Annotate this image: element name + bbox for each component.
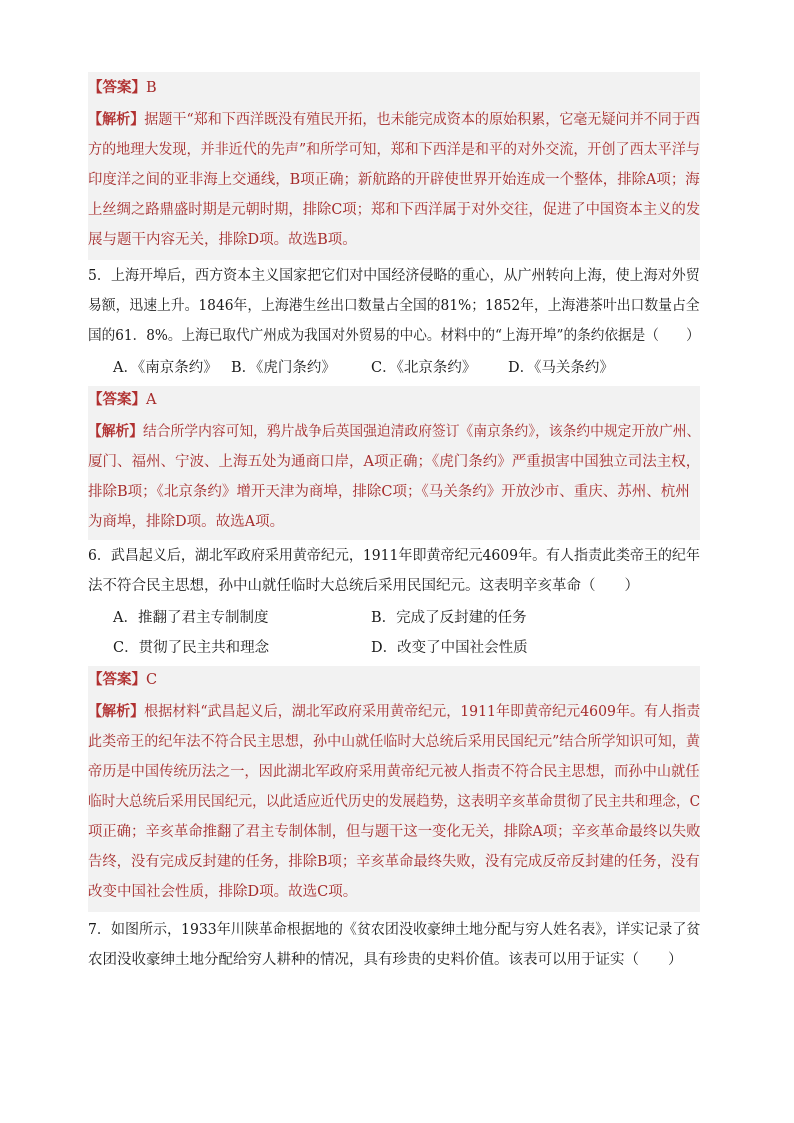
q5-question	[88, 262, 700, 384]
q5-stem-line-1: 5．上海开埠后，西方资本主义国家把它们对中国经济侵略的重心，从广州转向上海，使上海对外贸	[88, 268, 700, 284]
q6-analysis-line-7: 改变中国社会性质，排除D项。故选C项。	[88, 884, 358, 900]
q6-option-d: D．改变了中国社会性质	[371, 640, 528, 656]
q7-stem-line-1: 7．如图所示，1933年川陕革命根据地的《贫农团没收豪绅土地分配与穷人姓名表》，详实记录了贫	[88, 922, 701, 938]
q6-stem-line-1: 6．武昌起义后，湖北军政府采用黄帝纪元，1911年即黄帝纪元4609年。有人指责此类帝王的纪年	[88, 548, 701, 564]
q6-option-a: A．推翻了君主专制制度	[113, 610, 269, 626]
q7-stem-line-2: 农团没收豪绅土地分配给穷人耕种的情况，具有珍贵的史料价值。该表可以用于证实（ ）	[88, 952, 683, 968]
q6-option-c: C．贯彻了民主共和理念	[113, 640, 270, 656]
q6-analysis-line-2: 此类帝王的纪年法不符合民主思想，孙中山就任临时大总统后采用民国纪元”结合所学知识可知，黄	[88, 734, 700, 750]
q4-analysis-line-1: 【解析】据题干“郑和下西洋既没有殖民开拓，也未能完成资本的原始积累，它毫无疑问并不同于西	[88, 111, 700, 128]
q4-answer-analysis-box	[88, 72, 700, 260]
q5-analysis-line-2: 厦门、福州、宁波、上海五处为通商口岸，A项正确；《虎门条约》严重损害中国独立司法主权，	[88, 454, 701, 470]
q7-question	[88, 914, 700, 976]
q5-option-d: D．《马关条约》	[508, 360, 614, 376]
q4-analysis-line-5: 展与题干内容无关，排除D项。故选B项。	[88, 232, 357, 248]
q6-analysis-line-3: 帝历是中国传统历法之一，因此湖北军政府采用黄帝纪元被人指责不符合民主思想，而孙中山就任	[88, 764, 700, 780]
q4-answer: B	[146, 80, 157, 96]
q6-question	[88, 542, 700, 664]
q6-analysis-line-6: 告终，没有完成反封建的任务，排除B项；辛亥革命最终失败，没有完成反帝反封建的任务，没有	[88, 854, 700, 870]
q5-option-b: B．《虎门条约》	[231, 360, 336, 376]
q5-option-a: A．《南京条约》	[113, 360, 218, 376]
q6-answer-line: 【答案】C	[88, 671, 158, 688]
q5-option-c: C．《北京条约》	[371, 360, 477, 376]
q6-answer-analysis-box	[88, 666, 700, 912]
q6-analysis-line-5: 项正确；辛亥革命推翻了君主专制体制，但与题干这一变化无关，排除A项；辛亥革命最终以失败	[88, 824, 701, 840]
q4-analysis-line-2: 方的地理大发现，并非近代的先声”和所学可知，郑和下西洋是和平的对外交流，开创了西太平洋与	[88, 142, 700, 158]
q5-analysis-line-3: 排除B项；《北京条约》增开天津为商埠，排除C项；《马关条约》开放沙市、重庆、苏州、杭州	[88, 484, 690, 500]
q5-analysis-line-1: 【解析】结合所学内容可知，鸦片战争后英国强迫清政府签订《南京条约》，该条约中规定开放广州、	[88, 423, 701, 440]
q5-answer: A	[146, 392, 157, 408]
q5-analysis-line-4: 为商埠，排除D项。故选A项。	[88, 514, 285, 530]
q6-analysis-line-4: 临时大总统后采用民国纪元，以此适应近代历史的发展趋势，这表明辛亥革命贯彻了民主共和理念，C	[88, 794, 701, 810]
q5-answer-analysis-box	[88, 386, 700, 540]
q6-analysis-line-1: 【解析】根据材料“武昌起义后，湖北军政府采用黄帝纪元，1911年即黄帝纪元4609年。有人指责	[88, 703, 701, 720]
q4-analysis-line-4: 上丝绸之路鼎盛时期是元朝时期，排除C项；郑和下西洋属于对外交往，促进了中国资本主义的发	[88, 202, 701, 218]
q5-answer-line: 【答案】A	[88, 391, 157, 408]
q5-stem-line-2: 易额，迅速上升。1846年，上海港生丝出口数量占全国的81%；1852年，上海港茶叶出口数量占全	[88, 298, 700, 314]
answer-tag: 【答案】	[88, 79, 146, 96]
q4-analysis-line-3: 印度洋之间的亚非海上交通线，B项正确；新航路的开辟使世界开始连成一个整体，排除A项；海	[88, 172, 700, 188]
q5-stem-line-3: 国的61．8%。上海已取代广州成为我国对外贸易的中心。材料中的“上海开埠”的条约依据是（ ）	[88, 328, 700, 344]
analysis-tag: 【解析】	[88, 111, 145, 128]
q6-stem-line-2: 法不符合民主思想，孙中山就任临时大总统后采用民国纪元。这表明辛亥革命（ ）	[88, 578, 639, 594]
q6-option-b: B．完成了反封建的任务	[371, 610, 527, 626]
q6-answer: C	[146, 672, 158, 688]
q4-answer-line	[88, 78, 157, 98]
